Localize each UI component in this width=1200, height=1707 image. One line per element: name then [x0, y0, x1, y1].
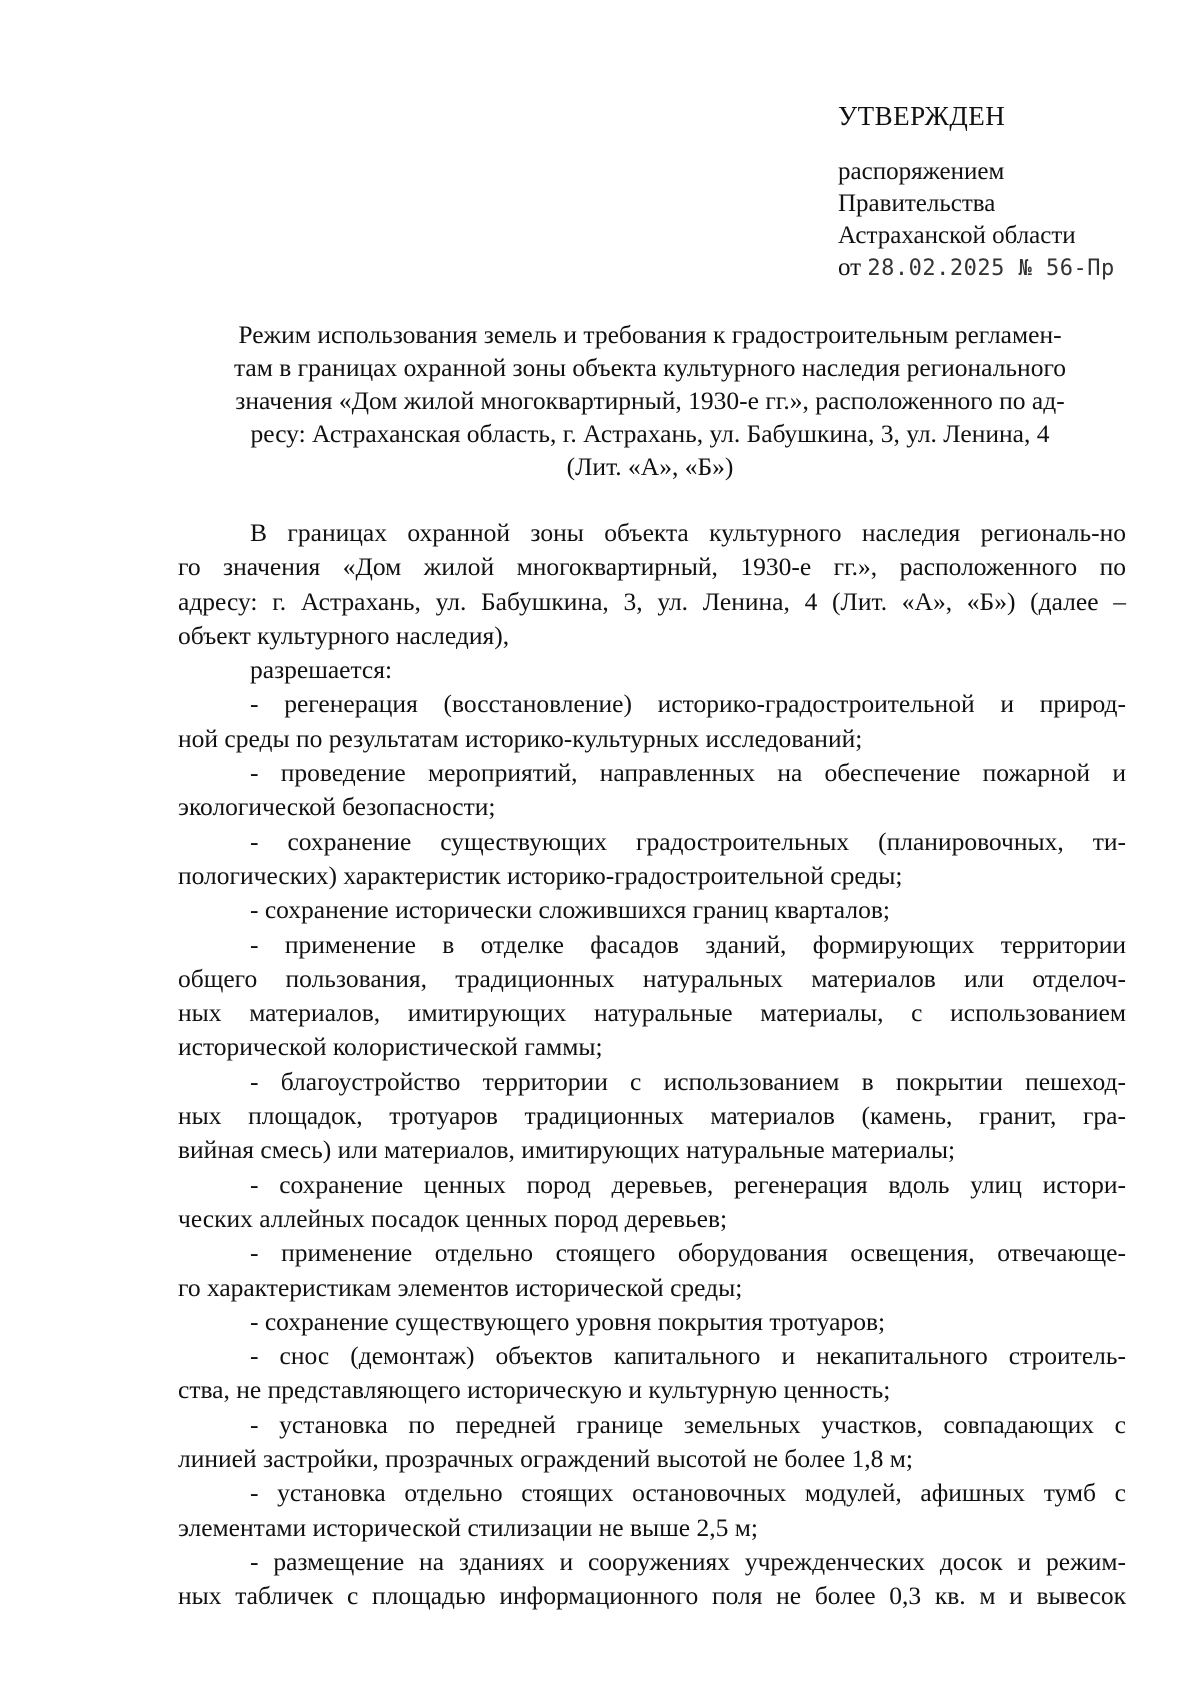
document-body [178, 516, 1126, 1614]
list-item-line: - размещение на зданиях и сооружениях учрежденческих досок и режим- [250, 1546, 1126, 1576]
approval-date-prefix: от [838, 254, 862, 281]
body-line: В границах охранной зоны объекта культурного наследия региональ-но [250, 518, 1126, 547]
list-item-line: пологических) характеристик историко-градостроительной среды; [178, 860, 903, 890]
title-line: Режим использования земель и требования к градостроительным регламен- [238, 320, 1062, 349]
document-title [180, 318, 1120, 483]
list-item-line: ной среды по результатам историко-культурных исследований; [178, 723, 863, 753]
list-item-line: - установка отдельно стоящих остановочных модулей, афишных тумб с [250, 1478, 1126, 1508]
body-line: адресу: г. Астрахань, ул. Бабушкина, 3, ул. Ленина, 4 (Лит. «А», «Б») (далее – [178, 586, 1126, 616]
list-item-line: ных материалов, имитирующих натуральные материалы, с использованием [178, 998, 1126, 1028]
list-item-line: - регенерация (восстановление) историко-градостроительной и природ- [250, 689, 1126, 719]
title-line: (Лит. «А», «Б») [566, 452, 734, 481]
list-item-line: общего пользования, традиционных натуральных материалов или отделоч- [178, 963, 1126, 993]
list-item-line: - применение в отделке фасадов зданий, формирующих территории [250, 929, 1126, 959]
approval-title: УТВЕРЖДЕН [838, 101, 1006, 131]
list-item-line: - сохранение исторически сложившихся границ кварталов; [250, 895, 890, 925]
list-item-line: ных площадок, тротуаров традиционных материалов (камень, гранит, гра- [178, 1101, 1126, 1131]
list-item-line: вийная смесь) или материалов, имитирующих натуральные материалы; [178, 1135, 956, 1165]
list-item-line: элементами исторической стилизации не выше 2,5 м; [178, 1512, 758, 1542]
approval-date-line [838, 252, 1178, 285]
title-line: там в границах охранной зоны объекта культурного наследия регионального [233, 353, 1067, 382]
list-item-line: ческих аллейных посадок ценных пород деревьев; [178, 1203, 728, 1233]
list-item-line: - благоустройство территории с использованием в покрытии пешеход- [250, 1066, 1126, 1096]
list-item-line: линией застройки, прозрачных ограждений высотой не более 1,8 м; [178, 1444, 914, 1474]
list-item-line: - снос (демонтаж) объектов капитального и некапитального строитель- [250, 1341, 1126, 1371]
approval-line: распоряжением [838, 158, 1005, 185]
approval-block [838, 100, 1178, 285]
approval-line: Правительства [838, 190, 996, 217]
list-item-line: ных табличек с площадью информационного поля не более 0,3 кв. м и вывесок [178, 1581, 1126, 1611]
body-line: объект культурного наследия), [178, 620, 510, 650]
list-item-line: - применение отдельно стоящего оборудования освещения, отвечающе- [250, 1238, 1126, 1268]
title-line: значения «Дом жилой многоквартирный, 1930-е гг.», расположенного по ад- [235, 386, 1065, 415]
list-item-line: экологической безопасности; [178, 792, 496, 822]
title-line: ресу: Астраханская область, г. Астрахань, ул. Бабушкина, 3, ул. Ленина, 4 [250, 419, 1050, 448]
list-item-line: ства, не представляющего историческую и культурную ценность; [178, 1375, 891, 1405]
list-item-line: исторической колористической гаммы; [178, 1032, 603, 1062]
list-item-line: - сохранение ценных пород деревьев, регенерация вдоль улиц истори- [250, 1169, 1126, 1199]
list-item-line: го характеристикам элементов исторической среды; [178, 1272, 743, 1302]
body-line: го значения «Дом жилой многоквартирный, 1930-е гг.», расположенного по [178, 552, 1126, 582]
body-line: разрешается: [250, 655, 393, 685]
list-item-line: - сохранение существующих градостроительных (планировочных, ти- [250, 826, 1126, 856]
list-item-line: - установка по передней границе земельных участков, совпадающих с [250, 1409, 1126, 1439]
approval-date-stamp: 28.02.2025 № 56-Пр [867, 256, 1115, 281]
list-item-line: - проведение мероприятий, направленных на обеспечение пожарной и [250, 758, 1126, 788]
approval-line: Астраханской области [838, 222, 1076, 249]
list-item-line: - сохранение существующего уровня покрытия тротуаров; [250, 1306, 886, 1336]
